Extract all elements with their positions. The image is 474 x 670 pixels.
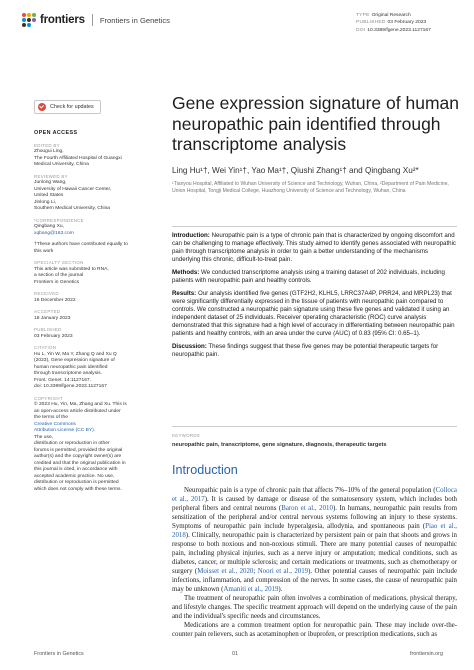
sidebar-text: credited and that the original publication in [34, 460, 126, 466]
sidebar-text: Zhougui Ling, [34, 149, 64, 154]
sidebar-text: the terms of the [34, 415, 68, 420]
sidebar-text: which does not comply with these terms. [34, 486, 122, 492]
abstract-paragraph [172, 290, 457, 339]
citation-link[interactable]: Colloca et al., 2017 [172, 487, 457, 503]
meta-value: 03 February 2023 [387, 20, 427, 26]
sidebar-text: distribution or reproduction is permitted [34, 480, 119, 485]
intro-paragraph-1: Neuropathic pain is a type of chronic pain that affects 7%–10% of the general population (Colloca et al., 2017). It is caused by damage or disease of the somatosensory system, which includes both peripheral fibers and central neurons (Baron et al., 2010). In humans, neuropathic pain results from sensitization of the peripheral and/or central nervous systems following an injury to these systems. Symptoms of neuropathic pain include hyperalgesia, allodynia, and spontaneous pain (Piao et al., 2018). Clinically, neuropathic pain is characterized by persistent pain or pain that shoots and grows in response to both noxious and non-noxious stimuli. There are many potential causes of neuropathic pain, including physical injuries, such as a nerve injury or amputation; medical conditions, such as diabetes, cancer, or multiple sclerosis; and certain medications or treatments, such as chemotherapy or surgery (Moisset et al., 2020; Noori et al., 2019). Other potential causes of neuropathic pain include infections, inflammation, and compression of the nerves. In some cases, the cause of neuropathic pain may be unknown (Amaniti et al., 2019). [172, 487, 458, 593]
sidebar-section-label: RECEIVED [34, 291, 59, 296]
sidebar-section [34, 327, 152, 340]
sidebar-text: forums is permitted, provided the original [34, 447, 123, 453]
sidebar-text: University of Hawaii Cancer Center, [34, 186, 112, 192]
abstract-text: We conducted transcriptome analysis using a training dataset of 202 individuals, including patients with neuropathic pain and healthy controls. [172, 269, 445, 285]
sidebar-text: © 2023 Hu, Yin, Ma, Zhang and Xu. This is [34, 402, 127, 407]
check-updates-icon [38, 103, 46, 111]
abstract-paragraph [172, 343, 457, 359]
meta-key: DOI [356, 27, 366, 33]
logo-divider [92, 14, 93, 26]
sidebar-text: 16 December 2022 [34, 297, 76, 303]
abstract-heading: Discussion: [172, 343, 207, 351]
sidebar-text: (2023), Gene expression signature of [34, 358, 115, 363]
meta-line [356, 27, 431, 34]
sidebar-section [34, 242, 152, 255]
abstract-text: These findings suggest that these five genes may be potential therapeutic targets for neuropathic pain. [172, 343, 439, 359]
sidebar-text: a section of the journal [34, 273, 84, 278]
article-title: Gene expression signature of human neuropathic pain identified through transcriptome analysis [172, 93, 459, 154]
sidebar-text: †These authors have contributed equally to [34, 242, 128, 247]
sidebar-section-label: EDITED BY [34, 142, 60, 148]
sidebar-text: through transcriptome analysis. [34, 371, 102, 376]
sidebar-text: distribution or reproduction in other [34, 441, 110, 446]
sidebar-section [34, 291, 152, 304]
sidebar-section [34, 260, 152, 286]
sidebar-text: 18 January 2023 [34, 315, 71, 321]
sidebar-text: an open-access article distributed under [34, 408, 121, 414]
sidebar-section-label: *CORRESPONDENCE [34, 217, 84, 223]
footer-site-link[interactable]: frontiersin.org [410, 651, 443, 657]
keywords-label: KEYWORDS [172, 433, 201, 438]
article-affiliations: ¹Tianyou Hospital, Affiliated to Wuhan University of Science and Technology, Wuhan, China, ²Department of Pain Medicine, Union Hospital, Tongji Medical College, Huazhong University of Science and Technology, Wuhan, China [172, 181, 449, 194]
sidebar [34, 100, 152, 493]
frontiers-logo-icon [22, 13, 36, 27]
journal-name: Frontiers in Genetics [99, 15, 170, 25]
sidebar-section-label: SPECIALTY SECTION [34, 260, 84, 265]
sidebar-text: Hu L, Yin W, Ma Y, Zhang Q and Xu Q [34, 351, 117, 357]
abstract-heading: Introduction: [172, 232, 210, 239]
abstract-paragraph [172, 232, 457, 264]
check-for-updates-label: Check for updates [50, 103, 94, 110]
abstract-top-rule [172, 226, 457, 227]
sidebar-section-label: CITATION [34, 345, 57, 350]
sidebar-section [34, 309, 152, 322]
keywords: neuropathic pain, transcriptome, gene signature, diagnosis, therapeutic targets [172, 442, 387, 448]
meta-key: PUBLISHED [356, 20, 386, 26]
sidebar-text: this work [34, 248, 54, 254]
sidebar-section [34, 218, 152, 238]
article-meta [356, 12, 431, 34]
meta-line [356, 12, 431, 19]
abstract-text: Our analysis identified five genes (GTF2H2, KLHL5, LRRC37A4P, PRR24, and MRPL23) that were significantly differentially expressed in the tissue of patients with neuropathic pain compared to controls. We constructed a neuropathic pain signature using these five genes and validated it using an independent dataset of 25 individuals. Receiver operating characteristic (ROC) curve analysis demonstrated that this signature had a high level of accuracy in differentiating between neuropathic pain patients and healthy controls, with an area under the curve (AUC) of 0.83 (95% CI: 0.65–1). [172, 289, 455, 338]
sidebar-section [34, 345, 152, 391]
sidebar-text: This article was submitted to RNA, [34, 266, 109, 272]
sidebar-section-label: ACCEPTED [34, 309, 61, 314]
citation-link[interactable]: Baron et al., 2010 [281, 505, 333, 512]
citation-link[interactable]: Moisset et al., 2020 [197, 568, 254, 575]
abstract-text: Neuropathic pain is a type of chronic pain that is characterized by ongoing discomfort and can be challenging to manage effectively. This study aimed to identify genes associated with neuropathic pain through transcriptome analysis in order to gain a better understanding of the mechanisms underlying this chronic, difficult-to-treat pain. [172, 232, 457, 264]
citation-link[interactable]: Piao et al., 2018 [172, 523, 457, 539]
citation-link[interactable]: Amaniti et al., 2019 [223, 586, 279, 593]
sidebar-text: United States [34, 193, 64, 198]
meta-line [356, 19, 431, 26]
sidebar-section-label: REVIEWED BY [34, 173, 68, 179]
sidebar-text: Southern Medical University, China [34, 206, 111, 211]
sidebar-text: human neuropathic pain identified [34, 364, 108, 370]
sidebar-text: The use, [34, 434, 54, 440]
citation-link[interactable]: Noori et al., 2019 [257, 568, 309, 575]
sidebar-text: 03 February 2023 [34, 333, 73, 339]
frontiers-logo[interactable] [22, 13, 170, 27]
introduction-body [172, 486, 457, 639]
sidebar-section-label: PUBLISHED [34, 327, 62, 332]
sidebar-sections [34, 143, 152, 494]
abstract [172, 232, 457, 364]
sidebar-text: Frontiers in Genetics [34, 279, 80, 285]
intro-paragraph-2: The treatment of neuropathic pain often involves a combination of medications, physical therapy, and lifestyle changes. The specific treatment approach will depend on the underlying cause of the pain and the individual's specific needs and circumstances. [172, 595, 457, 620]
sidebar-link[interactable]: xqbang@163.com [34, 230, 74, 236]
sidebar-section [34, 174, 152, 213]
sidebar-text: author(s) and the copyright owner(s) are [34, 454, 122, 459]
check-for-updates-button[interactable] [34, 100, 101, 114]
sidebar-section [34, 396, 152, 494]
sidebar-text: doi: 10.3389/fgene.2023.1127167 [34, 384, 107, 389]
sidebar-section-label: COPYRIGHT [34, 395, 63, 401]
footer-page-number: 01 [232, 651, 238, 657]
sidebar-text: Medical University, China [34, 162, 89, 167]
sidebar-text: Front. Genet. 14:1127167. [34, 377, 92, 383]
footer-journal: Frontiers in Genetics [34, 651, 84, 657]
sidebar-text: Jinlong Li, [34, 199, 57, 205]
abstract-heading: Results: [172, 289, 197, 297]
sidebar-link[interactable]: Attribution License (CC BY). [34, 428, 96, 433]
sidebar-text: Junlong Wang, [34, 180, 67, 185]
intro-paragraph-3: Medications are a common treatment option for neuropathic pain. These may include over-the-counter pain relievers, such as acetaminophen or ibuprofen, or prescription medications, such as [172, 622, 457, 638]
meta-value: Original Research [371, 13, 411, 18]
sidebar-text: Qingbang Xu, [34, 224, 64, 229]
abstract-bottom-rule [172, 426, 457, 427]
meta-value[interactable]: 10.3389/fgene.2023.1127167 [367, 27, 431, 33]
abstract-heading: Methods: [172, 269, 200, 277]
meta-key: TYPE [356, 13, 370, 18]
sidebar-text: this journal is cited, in accordance with [34, 467, 118, 472]
brand-name: frontiers [40, 14, 85, 26]
article-authors: Ling Hu¹†, Wei Yin¹†, Yao Ma¹†, Qiushi Zhang¹† and Qingbang Xu²* [172, 166, 419, 175]
sidebar-text: accepted academic practice. No use, [34, 473, 115, 479]
open-access-label: OPEN ACCESS [34, 130, 78, 136]
sidebar-link[interactable]: Creative Commons [34, 421, 76, 427]
introduction-heading: Introduction [172, 463, 238, 477]
sidebar-text: The Fourth Affiliated Hospital of Guangxi [34, 155, 122, 161]
abstract-paragraph [172, 269, 457, 285]
sidebar-section [34, 143, 152, 169]
